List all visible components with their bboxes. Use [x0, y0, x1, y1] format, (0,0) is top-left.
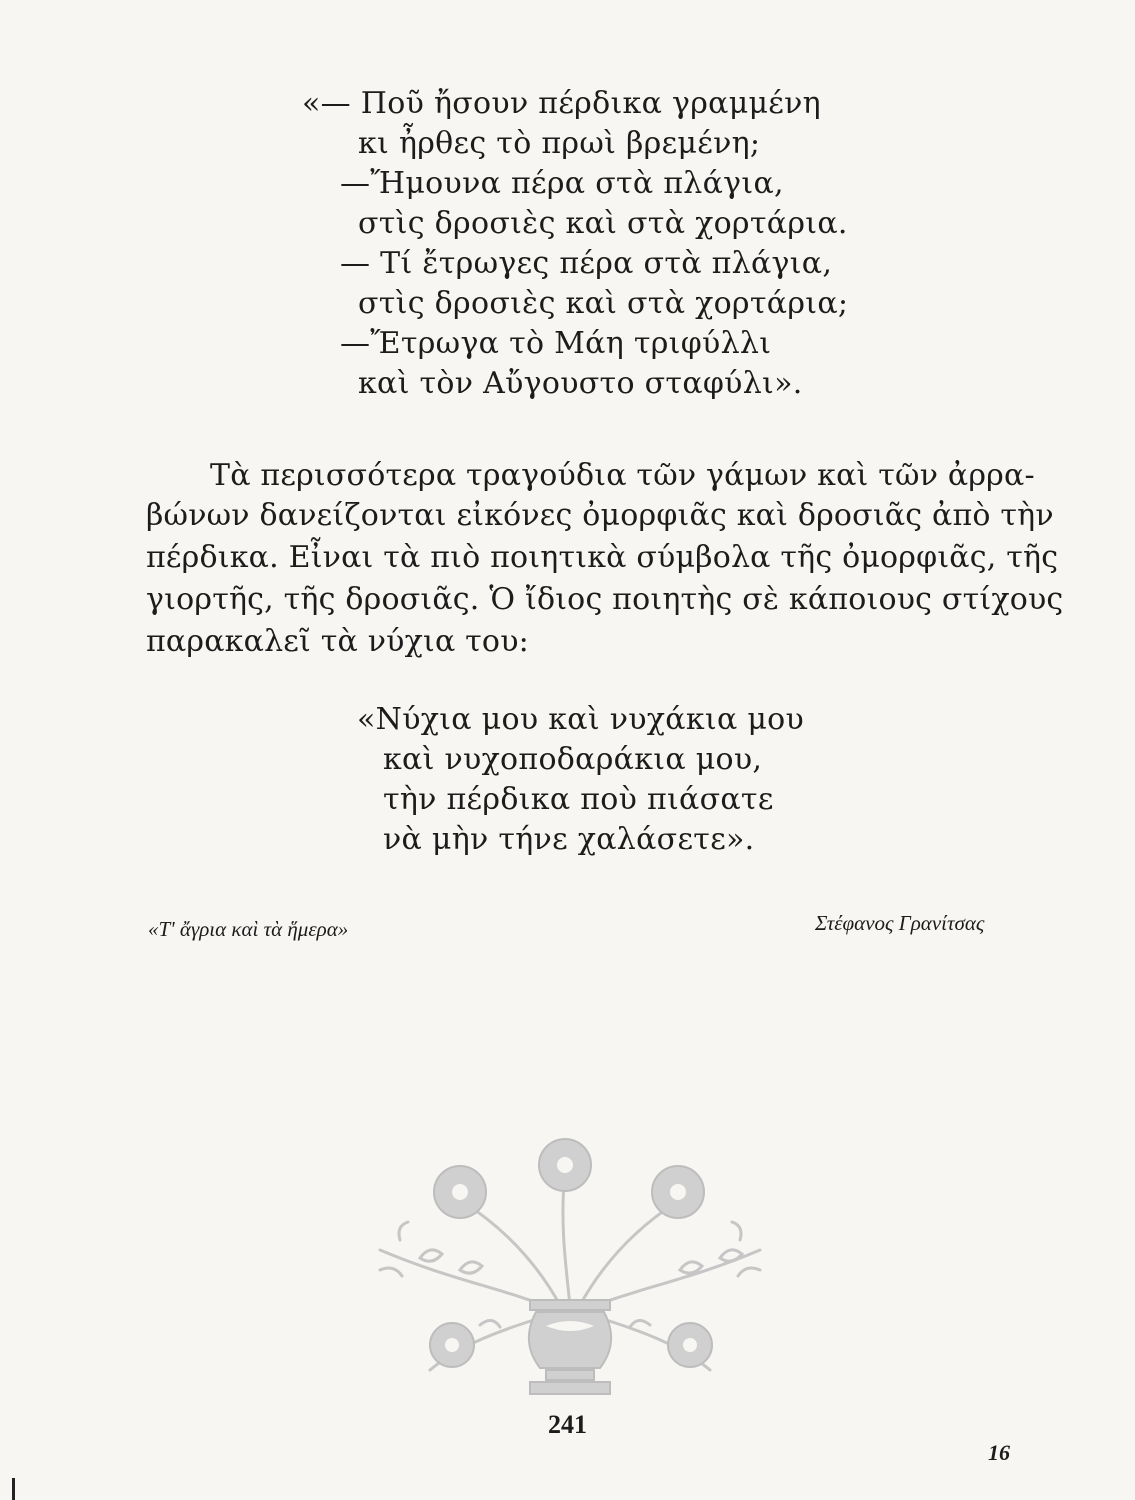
poem-line: —Ἤμουνα πέρα στὰ πλάγια,	[340, 166, 784, 201]
poem-line: νὰ μὴν τήνε χαλάσετε».	[383, 822, 755, 857]
paragraph-line: παρακαλεῖ τὰ νύχια του:	[146, 624, 529, 659]
poem-line: τὴν πέρδικα ποὺ πιάσατε	[383, 782, 774, 817]
poem-line: «— Ποῦ ἤσουν πέρδικα γραμμένη	[302, 86, 821, 121]
poem-line: στὶς δροσιὲς καὶ στὰ χορτάρια;	[358, 286, 849, 321]
poem-line: — Τί ἔτρωγες πέρα στὰ πλάγια,	[340, 246, 833, 281]
poem-line: στὶς δροσιὲς καὶ στὰ χορτάρια.	[358, 206, 848, 241]
poem-line: καὶ νυχοποδαράκια μου,	[383, 742, 763, 777]
poem-line: κι ἦρθες τὸ πρωὶ βρεμένη;	[358, 126, 761, 161]
flower-vase-ornament-icon	[360, 1130, 780, 1400]
paragraph-line: πέρδικα. Εἶναι τὰ πιὸ ποιητικὰ σύμβολα τῆς ὀμορφιᾶς, τῆς	[146, 540, 1059, 575]
poem-line: καὶ τὸν Αὔγουστο σταφύλι».	[358, 366, 803, 401]
paragraph-line: γιορτῆς, τῆς δροσιᾶς. Ὁ ἴδιος ποιητὴς σὲ κάποιους στίχους	[146, 582, 1064, 617]
paragraph-line: Τὰ περισσότερα τραγούδια τῶν γάμων καὶ τῶν ἀρρα-	[210, 458, 1035, 493]
signature-mark: 16	[988, 1440, 1010, 1465]
poem-line: «Νύχια μου καὶ νυχάκια μου	[357, 702, 805, 737]
paragraph-line: βώνων δανείζονται εἰκόνες ὀμορφιᾶς καὶ δροσιᾶς ἀπὸ τὴν	[146, 498, 1054, 533]
page-number: 241	[548, 1410, 587, 1439]
page-edge-mark	[12, 1478, 15, 1500]
source-title: «Τ' ἄγρια καὶ τὰ ἥμερα»	[148, 917, 349, 941]
poem-line: —Ἔτρωγα τὸ Μάη τριφύλλι	[340, 326, 772, 361]
author-name: Στέφανος Γρανίτσας	[815, 911, 985, 935]
